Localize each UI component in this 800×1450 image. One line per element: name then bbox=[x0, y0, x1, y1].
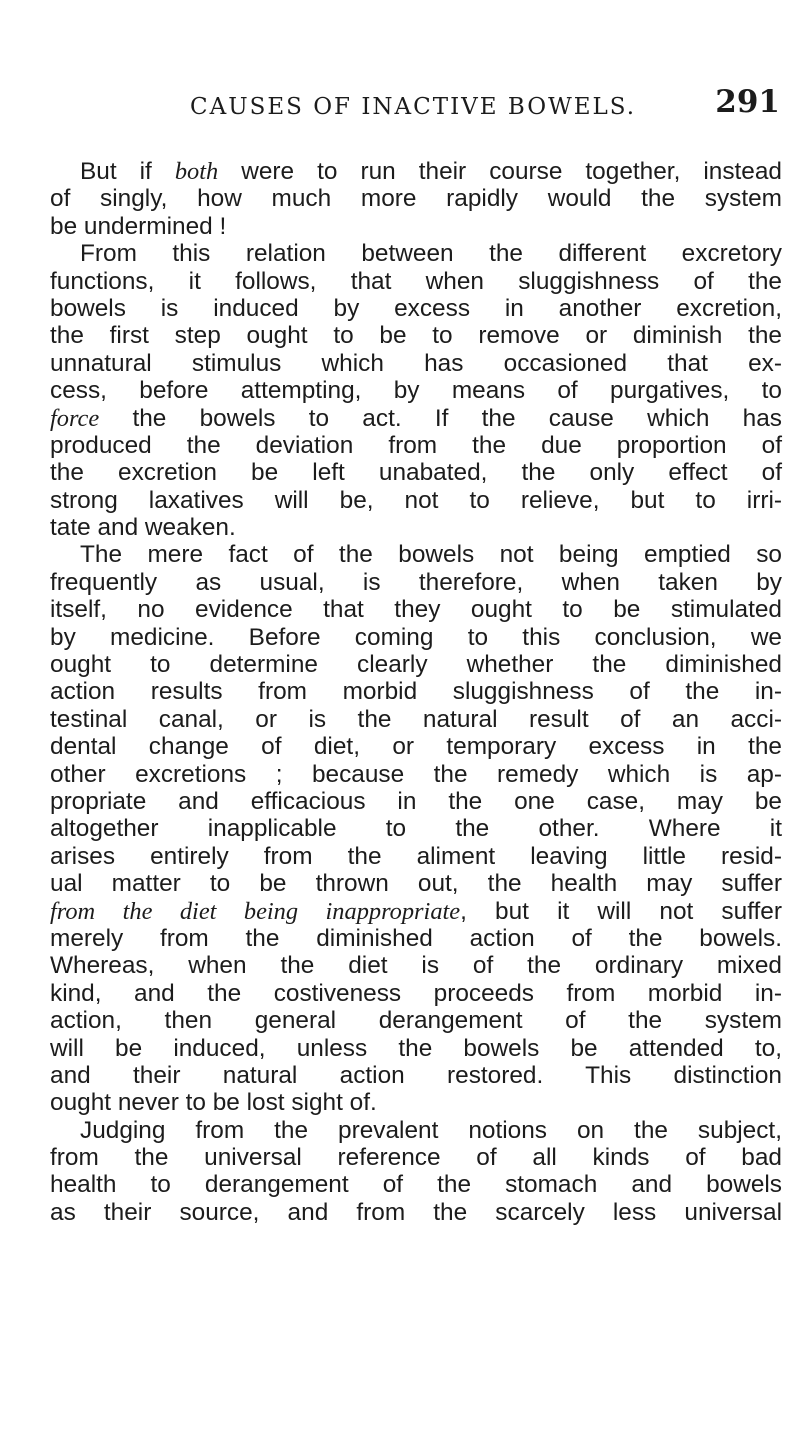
text-span: be undermined ! bbox=[50, 212, 227, 240]
text-span: , but it will not suffer bbox=[460, 897, 782, 925]
text-span: cess, before attempting, by means of purgatives, to bbox=[50, 377, 782, 405]
text-line bbox=[50, 322, 782, 349]
text-span: Whereas, when the diet is of the ordinary mixed bbox=[50, 952, 782, 980]
text-line bbox=[50, 1117, 782, 1144]
text-line bbox=[50, 487, 782, 514]
paragraph bbox=[50, 1117, 782, 1227]
text-line bbox=[50, 624, 782, 651]
text-line bbox=[50, 268, 782, 295]
body-text bbox=[50, 158, 782, 1226]
running-head: CAUSES OF INACTIVE BOWELS. bbox=[190, 94, 637, 120]
text-line bbox=[50, 596, 782, 623]
page-number: 291 bbox=[715, 84, 780, 120]
text-span: merely from the diminished action of the bowels. bbox=[50, 924, 782, 952]
text-line bbox=[50, 432, 782, 459]
italic-text: both bbox=[174, 158, 219, 185]
paragraph bbox=[50, 541, 782, 1116]
text-span: unnatural stimulus which has occasioned that ex- bbox=[50, 349, 782, 377]
paragraph bbox=[50, 158, 782, 240]
text-line bbox=[50, 815, 782, 842]
text-span: dental change of diet, or temporary excess in the bbox=[50, 733, 782, 761]
text-span: propriate and efficacious in the one case, may be bbox=[50, 787, 782, 815]
text-span: kind, and the costiveness proceeds from morbid in- bbox=[50, 979, 782, 1007]
text-line bbox=[50, 1089, 782, 1116]
text-line bbox=[50, 1199, 782, 1226]
text-span: the first step ought to be to remove or diminish the bbox=[50, 322, 782, 350]
text-line bbox=[50, 651, 782, 678]
text-span: ual matter to be thrown out, the health may suffer bbox=[50, 870, 782, 898]
text-line bbox=[50, 678, 782, 705]
text-line bbox=[50, 158, 782, 185]
text-line bbox=[50, 1035, 782, 1062]
text-line bbox=[50, 350, 782, 377]
text-span: health to derangement of the stomach and bowels bbox=[50, 1171, 782, 1199]
text-line bbox=[50, 459, 782, 486]
text-span: functions, it follows, that when sluggishness of the bbox=[50, 267, 782, 295]
text-span: from the universal reference of all kinds of bad bbox=[50, 1144, 782, 1172]
text-line bbox=[50, 898, 782, 925]
text-span: Judging from the prevalent notions on the subject, bbox=[80, 1116, 782, 1144]
text-span: other excretions ; because the remedy which is ap- bbox=[50, 760, 782, 788]
text-line bbox=[50, 514, 782, 541]
text-line bbox=[50, 1062, 782, 1089]
text-line bbox=[50, 788, 782, 815]
page-header bbox=[190, 84, 782, 124]
text-line bbox=[50, 569, 782, 596]
text-line bbox=[50, 843, 782, 870]
text-span: strong laxatives will be, not to relieve, but to irri- bbox=[50, 486, 782, 514]
text-span: action results from morbid sluggishness of the in- bbox=[50, 678, 782, 706]
text-span: produced the deviation from the due proportion of bbox=[50, 431, 782, 459]
text-span: But if bbox=[80, 158, 175, 185]
text-line bbox=[50, 925, 782, 952]
text-line bbox=[50, 761, 782, 788]
text-line bbox=[50, 980, 782, 1007]
text-span: frequently as usual, is therefore, when taken by bbox=[50, 568, 782, 596]
text-span: arises entirely from the aliment leaving little resid- bbox=[50, 842, 782, 870]
text-span: testinal canal, or is the natural result of an acci- bbox=[50, 705, 782, 733]
text-line bbox=[50, 1007, 782, 1034]
text-line bbox=[50, 185, 782, 212]
text-span: action, then general derangement of the system bbox=[50, 1007, 782, 1035]
italic-text: from the diet being inappropriate bbox=[50, 897, 461, 925]
text-span: of singly, how much more rapidly would the system bbox=[50, 185, 782, 213]
text-span: The mere fact of the bowels not being emptied so bbox=[80, 541, 782, 569]
text-line bbox=[50, 1171, 782, 1198]
text-line bbox=[50, 541, 782, 568]
text-span: were to run their course together, instead bbox=[218, 158, 783, 185]
text-line bbox=[50, 733, 782, 760]
text-line bbox=[50, 1144, 782, 1171]
text-span: the bowels to act. If the cause which has bbox=[99, 404, 782, 432]
text-span: by medicine. Before coming to this conclusion, we bbox=[50, 623, 782, 651]
text-line bbox=[50, 870, 782, 897]
text-span: and their natural action restored. This distinction bbox=[50, 1061, 782, 1089]
text-line bbox=[50, 952, 782, 979]
text-span: itself, no evidence that they ought to be stimulated bbox=[50, 596, 782, 624]
text-line bbox=[50, 240, 782, 267]
text-span: bowels is induced by excess in another excretion, bbox=[50, 294, 782, 322]
text-span: ought never to be lost sight of. bbox=[50, 1089, 377, 1117]
text-span: From this relation between the different excretory bbox=[80, 240, 782, 268]
text-span: tate and weaken. bbox=[50, 514, 236, 542]
text-span: ought to determine clearly whether the diminished bbox=[50, 651, 782, 679]
text-span: will be induced, unless the bowels be attended to, bbox=[50, 1034, 782, 1062]
text-line bbox=[50, 377, 782, 404]
text-span: altogether inapplicable to the other. Where it bbox=[50, 815, 782, 843]
text-span: the excretion be left unabated, the only effect of bbox=[50, 459, 782, 487]
text-span: as their source, and from the scarcely less universal bbox=[50, 1198, 782, 1226]
text-line bbox=[50, 213, 782, 240]
text-line bbox=[50, 295, 782, 322]
text-line bbox=[50, 405, 782, 432]
paragraph bbox=[50, 240, 782, 541]
text-line bbox=[50, 706, 782, 733]
italic-text: force bbox=[50, 404, 100, 432]
